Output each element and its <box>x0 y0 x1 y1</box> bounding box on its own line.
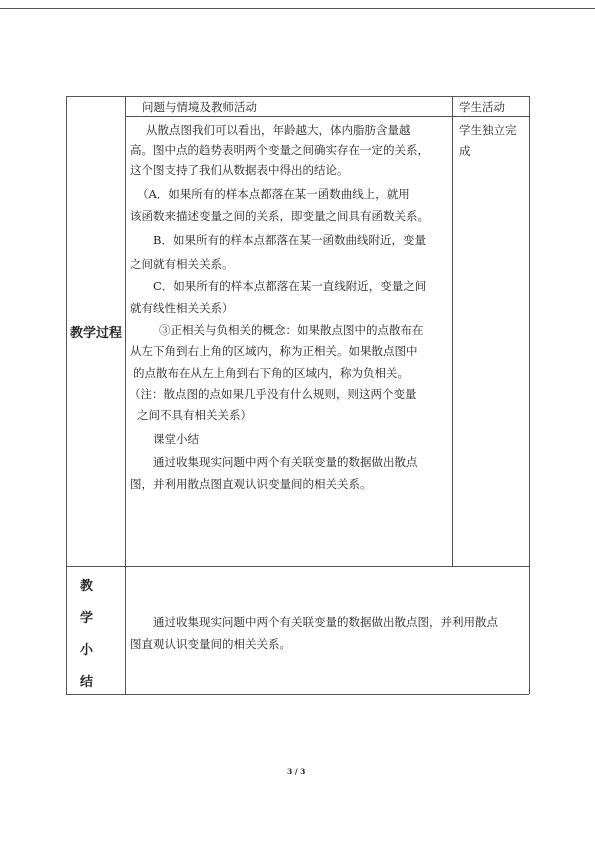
summary-line: 图直观认识变量间的相关关系。 <box>130 637 291 651</box>
content-line: 这个图支持了我们从数据表中得出的结论。 <box>130 163 349 177</box>
activity-column-divider <box>452 96 453 566</box>
table-bottom-border <box>66 694 529 695</box>
label-column-divider <box>125 96 126 694</box>
content-line: （A．如果所有的样本点都落在某一函数曲线上，就用 <box>137 187 410 201</box>
content-line: （注：散点图的点如果几乎没有什么规则，则这两个变量 <box>129 387 417 401</box>
table-right-border <box>529 96 530 694</box>
content-line: 从散点图我们可以看出，年龄越大，体内脂肪含量越 <box>146 123 411 137</box>
student-activity-line-2: 成 <box>459 144 471 158</box>
summary-label-char: 教 <box>80 579 94 594</box>
content-line: 的点散布在从左上角到右下角的区域内，称为负相关。 <box>133 366 409 380</box>
content-line: C．如果所有的样本点都落在某一直线附近，变量之间 <box>153 279 427 293</box>
summary-label-char: 结 <box>80 675 94 690</box>
content-line: 高。图中点的趋势表明两个变量之间确实存在一定的关系， <box>130 143 429 157</box>
content-line: B．如果所有的样本点都落在某一函数曲线附近，变量 <box>153 233 426 247</box>
content-line: 图，并利用散点图直观认识变量间的相关关系。 <box>130 477 372 491</box>
content-line: 之间就有相关关系。 <box>130 257 234 271</box>
content-line: ③正相关与负相关的概念：如果散点图中的点散布在 <box>159 323 424 337</box>
header-teacher-activity: 问题与情境及教师活动 <box>142 100 257 114</box>
header-student-activity: 学生活动 <box>459 100 505 114</box>
content-line: 课堂小结 <box>153 432 199 446</box>
summary-label-char: 小 <box>80 643 94 658</box>
content-line: 从左下角到右上角的区域内，称为正相关。如果散点图中 <box>130 344 418 358</box>
content-line: 该函数来描述变量之间的关系，即变量之间具有函数关系。 <box>130 209 429 223</box>
summary-line: 通过收集现实问题中两个有关联变量的数据做出散点图，并利用散点 <box>153 615 498 629</box>
process-row-bottom-border <box>66 566 529 567</box>
process-label: 教学过程 <box>69 326 122 341</box>
table-left-border <box>66 96 67 694</box>
content-line: 之间不具有相关关系） <box>137 408 252 422</box>
page-number: 3 / 3 <box>287 767 306 776</box>
header-row-divider <box>125 116 529 117</box>
summary-label-char: 学 <box>80 611 94 626</box>
table-top-border <box>66 96 529 97</box>
page-header-rule <box>0 8 595 9</box>
content-line: 就有线性相关关系） <box>130 301 234 315</box>
content-line: 通过收集现实问题中两个有关联变量的数据做出散点 <box>153 455 418 469</box>
student-activity-line-1: 学生独立完 <box>459 123 517 137</box>
